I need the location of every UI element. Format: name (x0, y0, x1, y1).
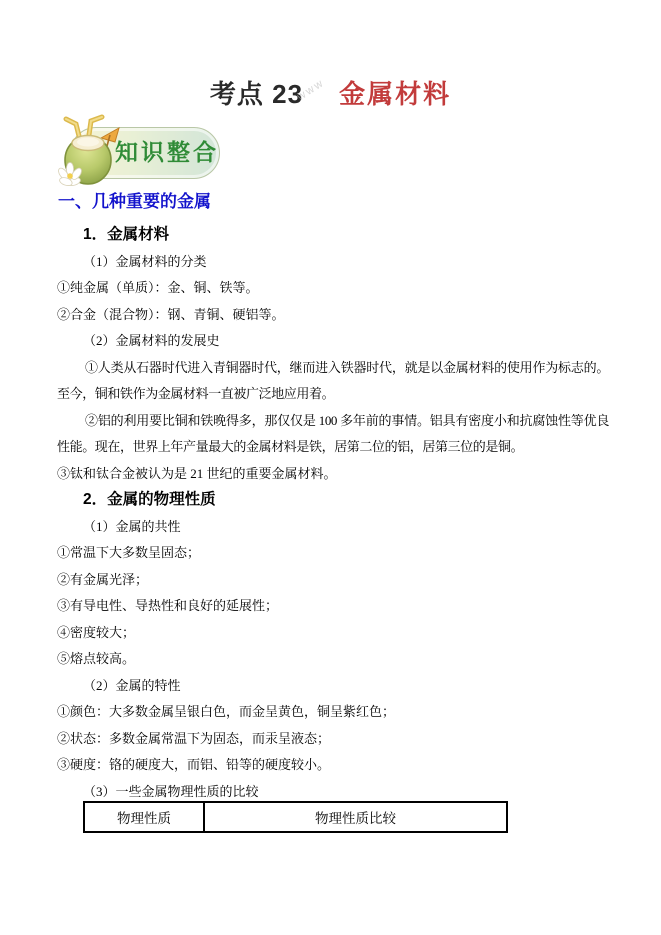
knowledge-integration-badge (57, 112, 222, 184)
physical-properties-table (83, 801, 508, 833)
line-pure-metals: ①纯金属（单质）：金、铜、铁等。 (57, 280, 259, 295)
title-topic-name: 金属材料 (339, 79, 452, 109)
table-header-comparison: 物理性质比较 (204, 802, 507, 832)
line-common-properties: （1）金属的共性 (83, 518, 181, 534)
line-development-history: （2）金属材料的发展史 (83, 333, 220, 348)
line-melting-point: ⑤熔点较高。 (57, 651, 136, 666)
line-state-property: ②状态：多数金属常温下为固态，而汞呈液态； (57, 730, 331, 746)
para-aluminum-usage: ②铝的利用要比铜和铁晚得多，那仅仅是 100 多年前的事情。铝具有密度小和抗腐蚀性等优良性能。现在，世界上年产量最大的金属材料是铁，居第二位的铝，居第三位的是铜。 (57, 412, 609, 454)
subheading-metal-materials: 1．金属材料 (83, 226, 170, 243)
coconut-drink-icon (57, 112, 123, 188)
line-alloys: ②合金（混合物）：钢、青铜、硬铝等。 (57, 306, 285, 322)
section-heading-important-metals: 一、几种重要的金属 (58, 192, 211, 211)
line-metallic-luster: ②有金属光泽； (57, 571, 149, 587)
line-classification: （1）金属材料的分类 (83, 253, 207, 269)
table-header-property: 物理性质 (84, 802, 204, 832)
badge-label: 知识整合 (115, 139, 219, 165)
line-conductivity: ③有导电性、导热性和良好的延展性； (57, 598, 279, 613)
document-body (57, 222, 609, 805)
watermark-text: www (295, 76, 327, 104)
line-density: ④密度较大； (57, 624, 136, 640)
line-titanium: ③钛和钛合金被认为是 21 世纪的重要金属材料。 (57, 465, 337, 481)
line-solid-state: ①常温下大多数呈固态； (57, 545, 201, 560)
line-color-property: ①颜色：大多数金属呈银白色，而金呈黄色，铜呈紫红色； (57, 704, 396, 719)
line-comparison-intro: （3）一些金属物理性质的比较 (83, 783, 259, 799)
title-exam-point-number: 考点 23 (209, 79, 304, 109)
page-title (0, 78, 661, 111)
para-stone-bronze-iron-age: ①人类从石器时代进入青铜器时代，继而进入铁器时代，就是以金属材料的使用作为标志的。至今，铜和铁作为金属材料一直被广泛地应用着。 (57, 359, 609, 401)
table-header-row (84, 802, 507, 832)
subheading-physical-properties: 2．金属的物理性质 (83, 491, 216, 508)
line-special-properties: （2）金属的特性 (83, 677, 181, 693)
line-hardness-property: ③硬度：铬的硬度大，而铝、铅等的硬度较小。 (57, 757, 331, 772)
